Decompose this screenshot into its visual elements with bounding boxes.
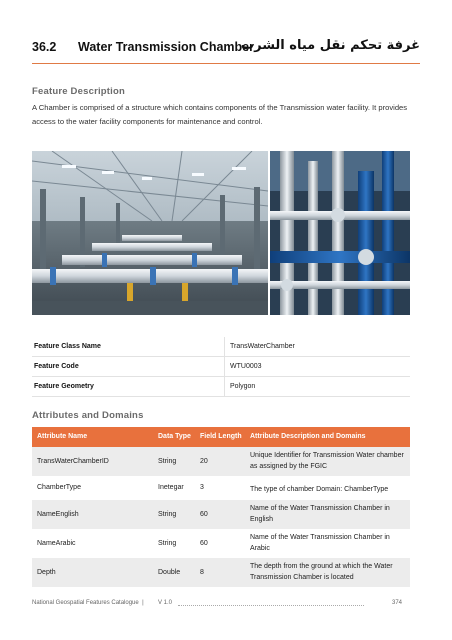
section-title-arabic: غرفة تحكم نقل مياه الشرب: [241, 38, 420, 53]
data-type-cell: String: [158, 458, 177, 465]
feature-code-label: Feature Code: [34, 363, 79, 370]
col-attribute-name: Attribute Name: [37, 433, 88, 440]
field-length-cell: 8: [200, 569, 204, 576]
feature-class-name-value: TransWaterChamber: [230, 343, 295, 350]
footer-catalogue: National Geospatial Features Catalogue |: [32, 600, 144, 606]
data-type-cell: Inetegar: [158, 484, 184, 491]
attribute-name-cell: ChamberType: [37, 484, 81, 491]
feature-info-row: [32, 357, 410, 377]
col-description: Attribute Description and Domains: [250, 433, 366, 440]
attribute-name-cell: NameEnglish: [37, 511, 79, 518]
attributes-table-header: [32, 427, 410, 447]
feature-info-table: [32, 337, 410, 397]
data-type-cell: String: [158, 540, 177, 547]
feature-class-name-label: Feature Class Name: [34, 343, 101, 350]
col-data-type: Data Type: [158, 433, 191, 440]
description-cell: Unique Identifier for Transmission Water chamber as assigned by the FGIC: [250, 452, 404, 470]
table-row: [32, 500, 410, 529]
field-length-cell: 20: [200, 458, 208, 465]
feature-description-heading: Feature Description: [32, 86, 126, 97]
feature-code-value: WTU0003: [230, 363, 262, 370]
table-row: [32, 529, 410, 558]
page-number: 374: [392, 600, 403, 606]
description-cell: Name of the Water Transmission Chamber in English: [250, 505, 390, 523]
col-field-length: Field Length: [200, 433, 242, 440]
field-length-cell: 60: [200, 540, 208, 547]
attributes-heading: Attributes and Domains: [32, 410, 144, 421]
footer-leader-dots: [178, 605, 364, 606]
description-cell: Name of the Water Transmission Chamber in Arabic: [250, 534, 390, 552]
section-title: Water Transmission Chamber: [78, 40, 254, 54]
table-row: [32, 476, 410, 500]
table-row: [32, 447, 410, 476]
field-length-cell: 3: [200, 484, 204, 491]
header-divider: [32, 63, 420, 64]
section-header: [32, 38, 420, 60]
data-type-cell: Double: [158, 569, 181, 576]
description-cell: The depth from the ground at which the Water Transmission Chamber is located: [250, 563, 393, 581]
attribute-name-cell: TransWaterChamberID: [37, 458, 109, 465]
section-number: 36.2: [32, 40, 57, 54]
feature-geometry-value: Polygon: [230, 383, 256, 390]
data-type-cell: String: [158, 511, 177, 518]
feature-description-text: A Chamber is comprised of a structure which contains components of the Transmission water facility. It provides access to the water facility components for maintenance and control.: [32, 103, 408, 126]
attributes-table: [32, 427, 410, 587]
description-cell: The type of chamber Domain: ChamberType: [250, 486, 389, 493]
footer-separator: |: [142, 600, 144, 606]
feature-info-row: [32, 377, 410, 397]
attribute-name-cell: NameArabic: [37, 540, 76, 547]
attribute-name-cell: Depth: [37, 569, 56, 576]
feature-geometry-label: Feature Geometry: [34, 383, 94, 390]
footer-version: V 1.0: [158, 600, 173, 606]
chamber-photo: [32, 151, 410, 315]
page-footer: [32, 598, 420, 610]
field-length-cell: 60: [200, 511, 208, 518]
feature-info-row: [32, 337, 410, 357]
table-row: [32, 558, 410, 587]
